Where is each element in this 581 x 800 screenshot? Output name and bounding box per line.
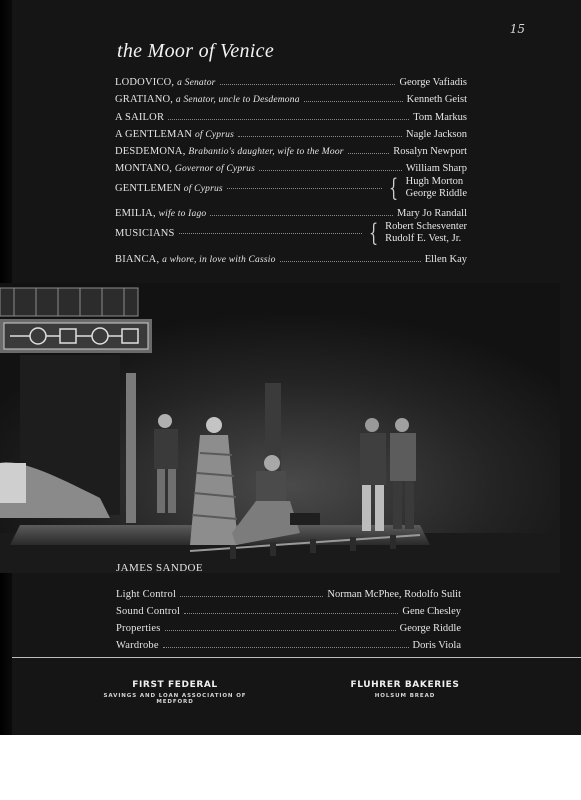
crew-role: Properties	[116, 623, 161, 634]
crew-row	[116, 634, 461, 651]
cast-row	[115, 71, 467, 88]
dot-leader	[180, 596, 323, 597]
cast-actor: Rudolf E. Vest, Jr.	[385, 233, 462, 245]
crew-member: George Riddle	[399, 623, 461, 634]
dot-leader	[179, 233, 362, 234]
dot-leader	[280, 261, 421, 262]
play-title: the Moor of Venice	[117, 40, 275, 62]
sponsor-fluhrer-bakeries	[335, 680, 475, 699]
sponsor-first-federal	[85, 680, 265, 705]
dot-leader	[184, 613, 398, 614]
cast-row	[115, 174, 467, 202]
cast-actor: Kenneth Geist	[406, 94, 467, 106]
page-number: 15	[509, 22, 525, 36]
cast-row	[115, 157, 467, 174]
cast-actor: Ellen Kay	[424, 253, 467, 265]
brace-mark: {	[368, 219, 379, 248]
dot-leader	[259, 170, 402, 171]
cast-row	[115, 88, 467, 105]
dot-leader	[168, 119, 409, 120]
dot-leader	[220, 84, 396, 85]
sponsor-name: FIRST FEDERAL	[132, 680, 218, 690]
cast-row	[115, 219, 467, 247]
stage-photograph	[0, 283, 560, 573]
cast-role: A GENTLEMAN of Cyprus	[115, 128, 234, 140]
cast-list	[115, 71, 467, 265]
cast-actor: George Riddle	[405, 188, 467, 200]
cast-role: GRATIANO, a Senator, uncle to Desdemona	[115, 94, 300, 106]
crew-role: Wardrobe	[116, 640, 159, 651]
sponsor-name: FLUHRER BAKERIES	[350, 680, 460, 690]
crew-heading: JAMES SANDOE	[116, 562, 204, 574]
crew-role: Sound Control	[116, 606, 181, 617]
cast-row	[115, 202, 467, 219]
cast-role: MUSICIANS	[115, 227, 175, 239]
dot-leader	[210, 215, 393, 216]
cast-row	[115, 140, 467, 157]
dot-leader	[227, 188, 383, 189]
crew-member: Doris Viola	[412, 640, 461, 651]
crew-row	[116, 600, 461, 617]
cast-row	[115, 105, 467, 122]
cast-actor: Robert Schesventer	[385, 220, 467, 232]
cast-actor: George Vafiadis	[399, 77, 467, 89]
dot-leader	[348, 153, 390, 154]
crew-row	[116, 583, 461, 600]
cast-role: DESDEMONA, Brabantio's daughter, wife to the Moor	[115, 145, 344, 157]
cast-row	[115, 123, 467, 140]
cast-role: BIANCA, a whore, in love with Cassio	[115, 253, 276, 265]
cast-row	[115, 247, 467, 264]
cast-actor-group	[386, 176, 467, 201]
sponsor-tagline: HOLSUM BREAD	[374, 693, 436, 699]
footer-rule	[12, 657, 581, 658]
cast-role: LODOVICO, a Senator	[115, 77, 216, 89]
cast-actor: Hugh Morton	[405, 175, 464, 187]
cast-role: MONTANO, Governor of Cyprus	[115, 163, 256, 175]
cast-actor: Mary Jo Randall	[397, 208, 467, 220]
dot-leader	[163, 647, 409, 648]
cast-actor: William Sharp	[405, 163, 467, 175]
crew-role: Light Control	[116, 589, 177, 600]
crew-list	[116, 583, 461, 651]
brace-mark: {	[389, 174, 399, 203]
cast-role: EMILIA, wife to Iago	[115, 208, 207, 220]
cast-actor-group	[366, 221, 467, 246]
dot-leader	[304, 101, 403, 102]
cast-actor: Rosalyn Newport	[393, 145, 467, 157]
dot-leader	[165, 630, 396, 631]
cast-role: A SAILOR	[115, 111, 165, 123]
crew-row	[116, 617, 461, 634]
cast-role: GENTLEMEN of Cyprus	[115, 182, 223, 194]
cast-actor: Tom Markus	[413, 111, 467, 123]
sponsor-tagline: SAVINGS AND LOAN ASSOCIATION OF MEDFORD	[103, 693, 247, 705]
cast-actor: Nagle Jackson	[406, 128, 467, 140]
crew-member: Norman McPhee, Rodolfo Sulit	[327, 589, 461, 600]
dot-leader	[238, 136, 402, 137]
crew-member: Gene Chesley	[402, 606, 461, 617]
